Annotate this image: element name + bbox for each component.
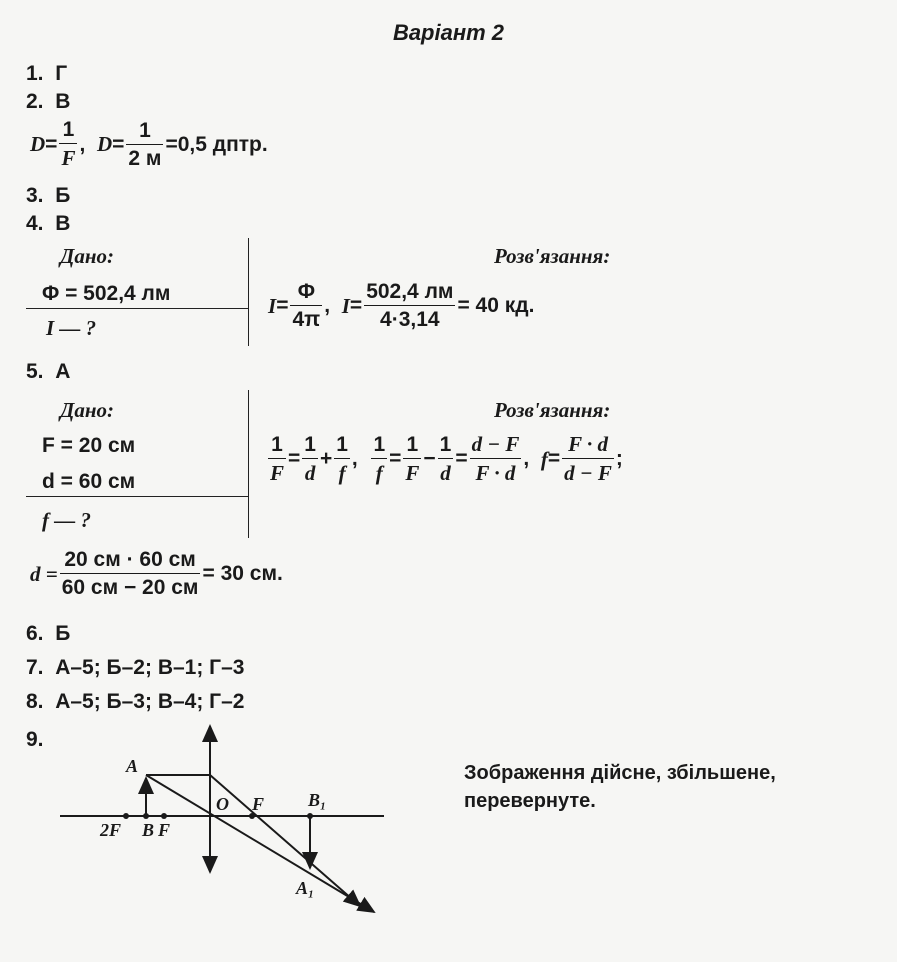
point-B1 [307,813,313,819]
answer-4: 4. В [26,212,71,235]
label-A1: A₁ [296,878,315,898]
q4-formula: I = $\frac{\Phi}{4\pi}$ , I = $\frac{502,4 лм}{4\cdot 3,14}$ = 40 кд. [268,280,535,331]
fraction: $\frac{1}{F}$ [61,118,76,170]
label-O: O [216,794,229,814]
answer-3: 3. Б [26,184,71,207]
q4-solution-label: Розв'язання: [494,244,611,268]
answer-value: Г [55,62,68,85]
answer-6: 6. Б [26,622,71,645]
point-F-left [161,813,167,819]
q9-conclusion-line2: перевернуте. [464,790,596,812]
page-title: Варіант 2 [392,20,505,45]
answer-8: 8. А–5; Б–3; В–4; Г–2 [26,690,245,713]
fraction: $\frac{20 см \cdot 60 см}{60 см - 20 см}$ [61,548,199,599]
answer-number: 2. [26,90,44,113]
fraction: $\frac{502,4 лм}{4\cdot 3,14}$ [366,280,454,331]
q9-conclusion-line1: Зображення дійсне, збільшене, [464,762,776,784]
q5-calculation: d = $\frac{20 см \cdot 60 см}{60 см - 20 см}$ = 30 см. [30,548,283,599]
label-F-right: F [252,794,265,814]
q4-given-value: Φ = 502,4 лм [42,282,171,305]
label-F-left: F [158,820,171,840]
label-B1: B₁ [308,790,327,810]
q5-formula: $\frac{1}{F}$ = $\frac{1}{d}$ + $\frac{1}{f}$ , $\frac{1}{f}$ = $\frac{1}{F}$ − $\frac{1}{d}$ = $\frac{d - F}{F \cdot d}$ , f = $\frac{F \cdot d}{d - F}$ ; [270,432,623,485]
q5-solution-label: Розв'язання: [494,398,611,422]
point-2F [123,813,129,819]
q4-find: I — ? [46,316,97,340]
answer-number: 1. [26,62,44,85]
point-B [143,813,149,819]
label-B: B [142,820,155,840]
q2-formula: D = $\frac{1}{F}$ , D = $\frac{1}{2 м}$ =0,5 дптр. [30,118,268,170]
answer-7: 7. А–5; Б–2; В–1; Г–3 [26,656,245,679]
label-A: A [126,756,139,776]
answer-9: 9. [26,728,44,751]
q5-given-F: F = 20 см [42,434,136,457]
q5-find: f — ? [42,508,91,532]
q4-given-label: Дано: [60,244,114,268]
label-2F: 2F [100,820,122,840]
fraction: $\frac{1}{2 м}$ [128,118,162,170]
answer-value: В [55,90,71,113]
fraction: $\frac{\Phi}{4\pi}$ [292,280,321,331]
q5-given-d: d = 60 см [42,470,136,493]
q5-given-label: Дано: [60,398,114,422]
answer-5: 5. А [26,360,71,383]
